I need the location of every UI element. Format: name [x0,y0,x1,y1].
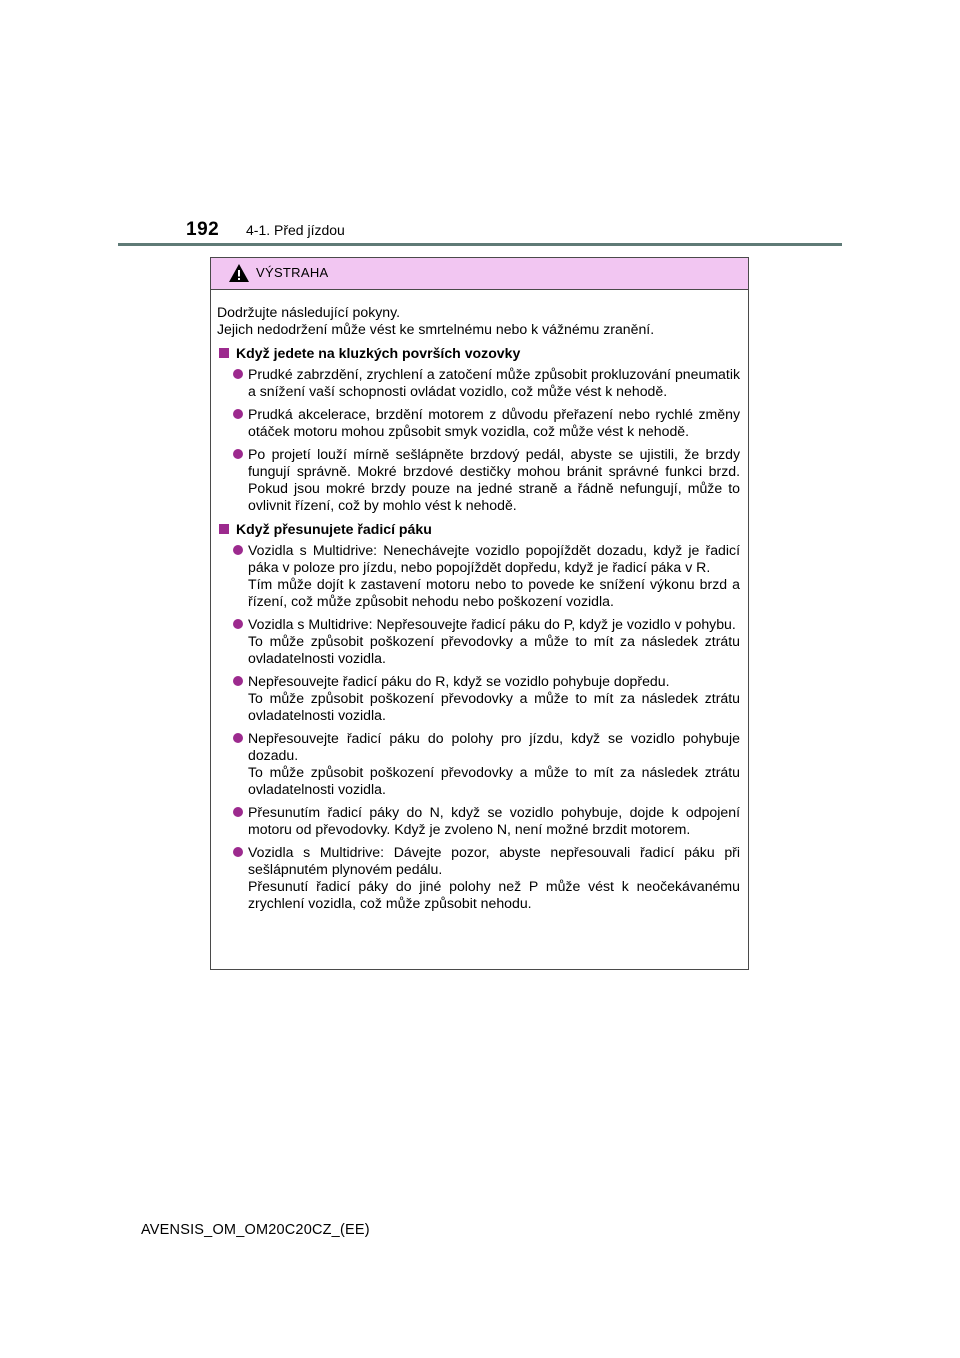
warning-box [210,257,749,970]
bullet-item [217,366,740,400]
round-bullet-icon [233,369,243,379]
bullet-text: To může způsobit poškození převodovky a může to mít za následek ztrátu ovladatelnosti vozidla. [248,764,740,797]
bullet-item [217,844,740,912]
bullet-text: Vozidla s Multidrive: Nepřesouvejte řadicí páku do P, když je vozidlo v pohybu. [248,616,736,632]
bullet-text: To může způsobit poškození převodovky a může to mít za následek ztrátu ovladatelnosti vozidla. [248,633,740,666]
intro-line: Jejich nedodržení může vést ke smrtelnému nebo k vážnému zranění. [217,321,655,337]
round-bullet-icon [233,847,243,857]
warning-header [211,258,748,290]
bullet-item [217,730,740,798]
bullet-text: Vozidla s Multidrive: Dávejte pozor, abyste nepřesouvali řadicí páku při sešlápnutém plynovém pedálu. [248,844,740,877]
warning-subsection [217,521,740,912]
page-number: 192 [186,219,220,240]
square-bullet-icon [219,524,229,534]
bullet-item [217,673,740,724]
warning-title: VÝSTRAHA [256,265,329,280]
round-bullet-icon [233,449,243,459]
bullet-text: To může způsobit poškození převodovky a může to mít za následek ztrátu ovladatelnosti vozidla. [248,690,740,723]
intro-line: Dodržujte následující pokyny. [217,304,401,320]
warning-body [211,290,748,912]
square-bullet-icon [219,348,229,358]
subsection-heading [217,345,740,362]
page-header [0,0,960,250]
round-bullet-icon [233,409,243,419]
bullet-text: Nepřesouvejte řadicí páku do polohy pro jízdu, když se vozidlo pohybuje dozadu. [248,730,740,763]
subsection-heading-text: Když přesunujete řadicí páku [236,521,432,537]
round-bullet-icon [233,676,243,686]
bullet-text: Prudké zabrzdění, zrychlení a zatočení může způsobit prokluzování pneumatik a snížení vaší schopnosti ovládat vozidlo, což může vést k nehodě. [248,366,740,399]
bullet-item [217,406,740,440]
bullet-item [217,446,740,514]
round-bullet-icon [233,733,243,743]
round-bullet-icon [233,807,243,817]
document-code: AVENSIS_OM_OM20C20CZ_(EE) [141,1222,370,1238]
bullet-item [217,804,740,838]
warning-subsection [217,345,740,514]
bullet-text: Přesunutí řadicí páky do jiné polohy než P může vést k neočekávanému zrychlení vozidla, což může způsobit nehodu. [248,878,740,911]
bullet-text: Prudká akcelerace, brzdění motorem z důvodu přeřazení nebo rychlé změny otáček motoru mohou způsobit smyk vozidla, což může vést k nehodě. [248,406,740,439]
section-title: 4-1. Před jízdou [246,222,345,238]
header-divider [118,243,842,246]
round-bullet-icon [233,545,243,555]
round-bullet-icon [233,619,243,629]
subsection-heading-text: Když jedete na kluzkých površích vozovky [236,345,521,361]
bullet-item [217,542,740,610]
bullet-text: Přesunutím řadicí páky do N, když se vozidlo pohybuje, dojde k odpojení motoru od převodovky. Když je zvoleno N, není možné brzdit motorem. [248,804,740,837]
bullet-text: Vozidla s Multidrive: Nenechávejte vozidlo popojíždět dozadu, když je řadicí páka v poloze pro jízdu, nebo popojíždět dopředu, když je řadicí páka v R. [248,542,740,575]
warning-triangle-icon [228,263,250,283]
bullet-text: Nepřesouvejte řadicí páku do R, když se vozidlo pohybuje dopředu. [248,673,670,689]
bullet-item [217,616,740,667]
subsection-heading [217,521,740,538]
bullet-text: Po projetí louží mírně sešlápněte brzdový pedál, abyste se ujistili, že brzdy fungují správně. Mokré brzdové destičky mohou bránit správné funkci brzd. Pokud jsou mokré brzdy pouze na jedné straně a řádně nefungují, může to ovlivnit řízení, což by mohlo vést k nehodě. [248,446,740,513]
bullet-text: Tím může dojít k zastavení motoru nebo to povede ke snížení výkonu brzd a řízení, což může způsobit nehodu nebo poškození vozidla. [248,576,740,609]
